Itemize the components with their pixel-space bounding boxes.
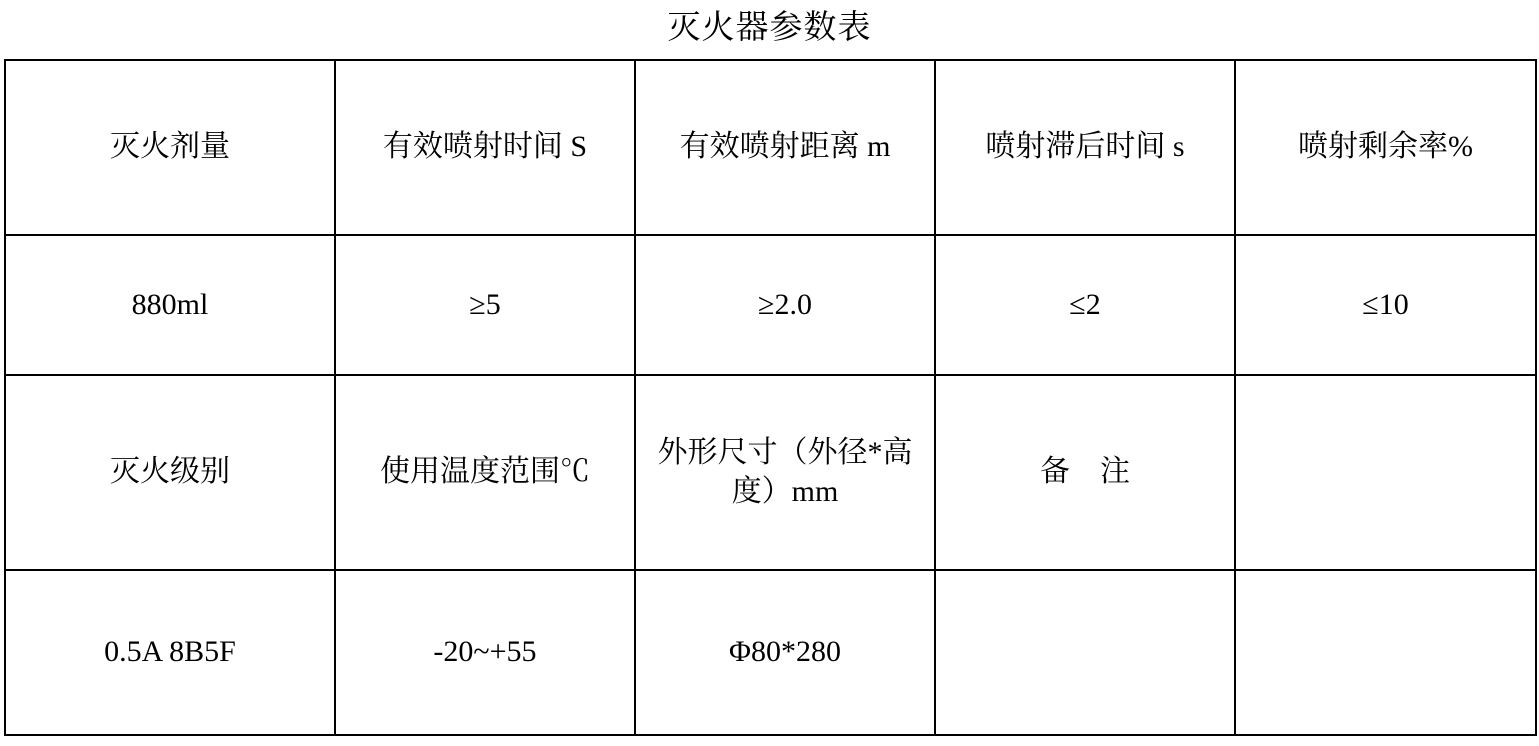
cell-empty	[1235, 375, 1536, 570]
cell-spray-time-label: 有效喷射时间 S	[335, 60, 635, 235]
cell-spray-distance-label: 有效喷射距离 m	[635, 60, 935, 235]
cell-spray-lag-time-label: 喷射滞后时间 s	[935, 60, 1235, 235]
cell-residual-rate-value: ≤10	[1235, 235, 1536, 375]
cell-dimensions-value: Φ80*280	[635, 570, 935, 735]
cell-remarks-value	[935, 570, 1235, 735]
cell-remarks-label: 备 注	[935, 375, 1235, 570]
table-row	[5, 60, 1536, 235]
cell-spray-time-value: ≥5	[335, 235, 635, 375]
table-row	[5, 570, 1536, 735]
cell-dimensions-label: 外形尺寸（外径*高度）mm	[635, 375, 935, 570]
cell-temperature-range-label: 使用温度范围℃	[335, 375, 635, 570]
cell-spray-distance-value: ≥2.0	[635, 235, 935, 375]
table-row	[5, 235, 1536, 375]
cell-agent-quantity-value: 880ml	[5, 235, 335, 375]
cell-fire-rating-value: 0.5A 8B5F	[5, 570, 335, 735]
cell-fire-rating-label: 灭火级别	[5, 375, 335, 570]
cell-spray-lag-time-value: ≤2	[935, 235, 1235, 375]
fire-extinguisher-parameter-table	[4, 59, 1537, 736]
cell-temperature-range-value: -20~+55	[335, 570, 635, 735]
cell-residual-rate-label: 喷射剩余率%	[1235, 60, 1536, 235]
cell-empty	[1235, 570, 1536, 735]
table-row	[5, 375, 1536, 570]
page-title: 灭火器参数表	[667, 10, 872, 46]
cell-agent-quantity-label: 灭火剂量	[5, 60, 335, 235]
